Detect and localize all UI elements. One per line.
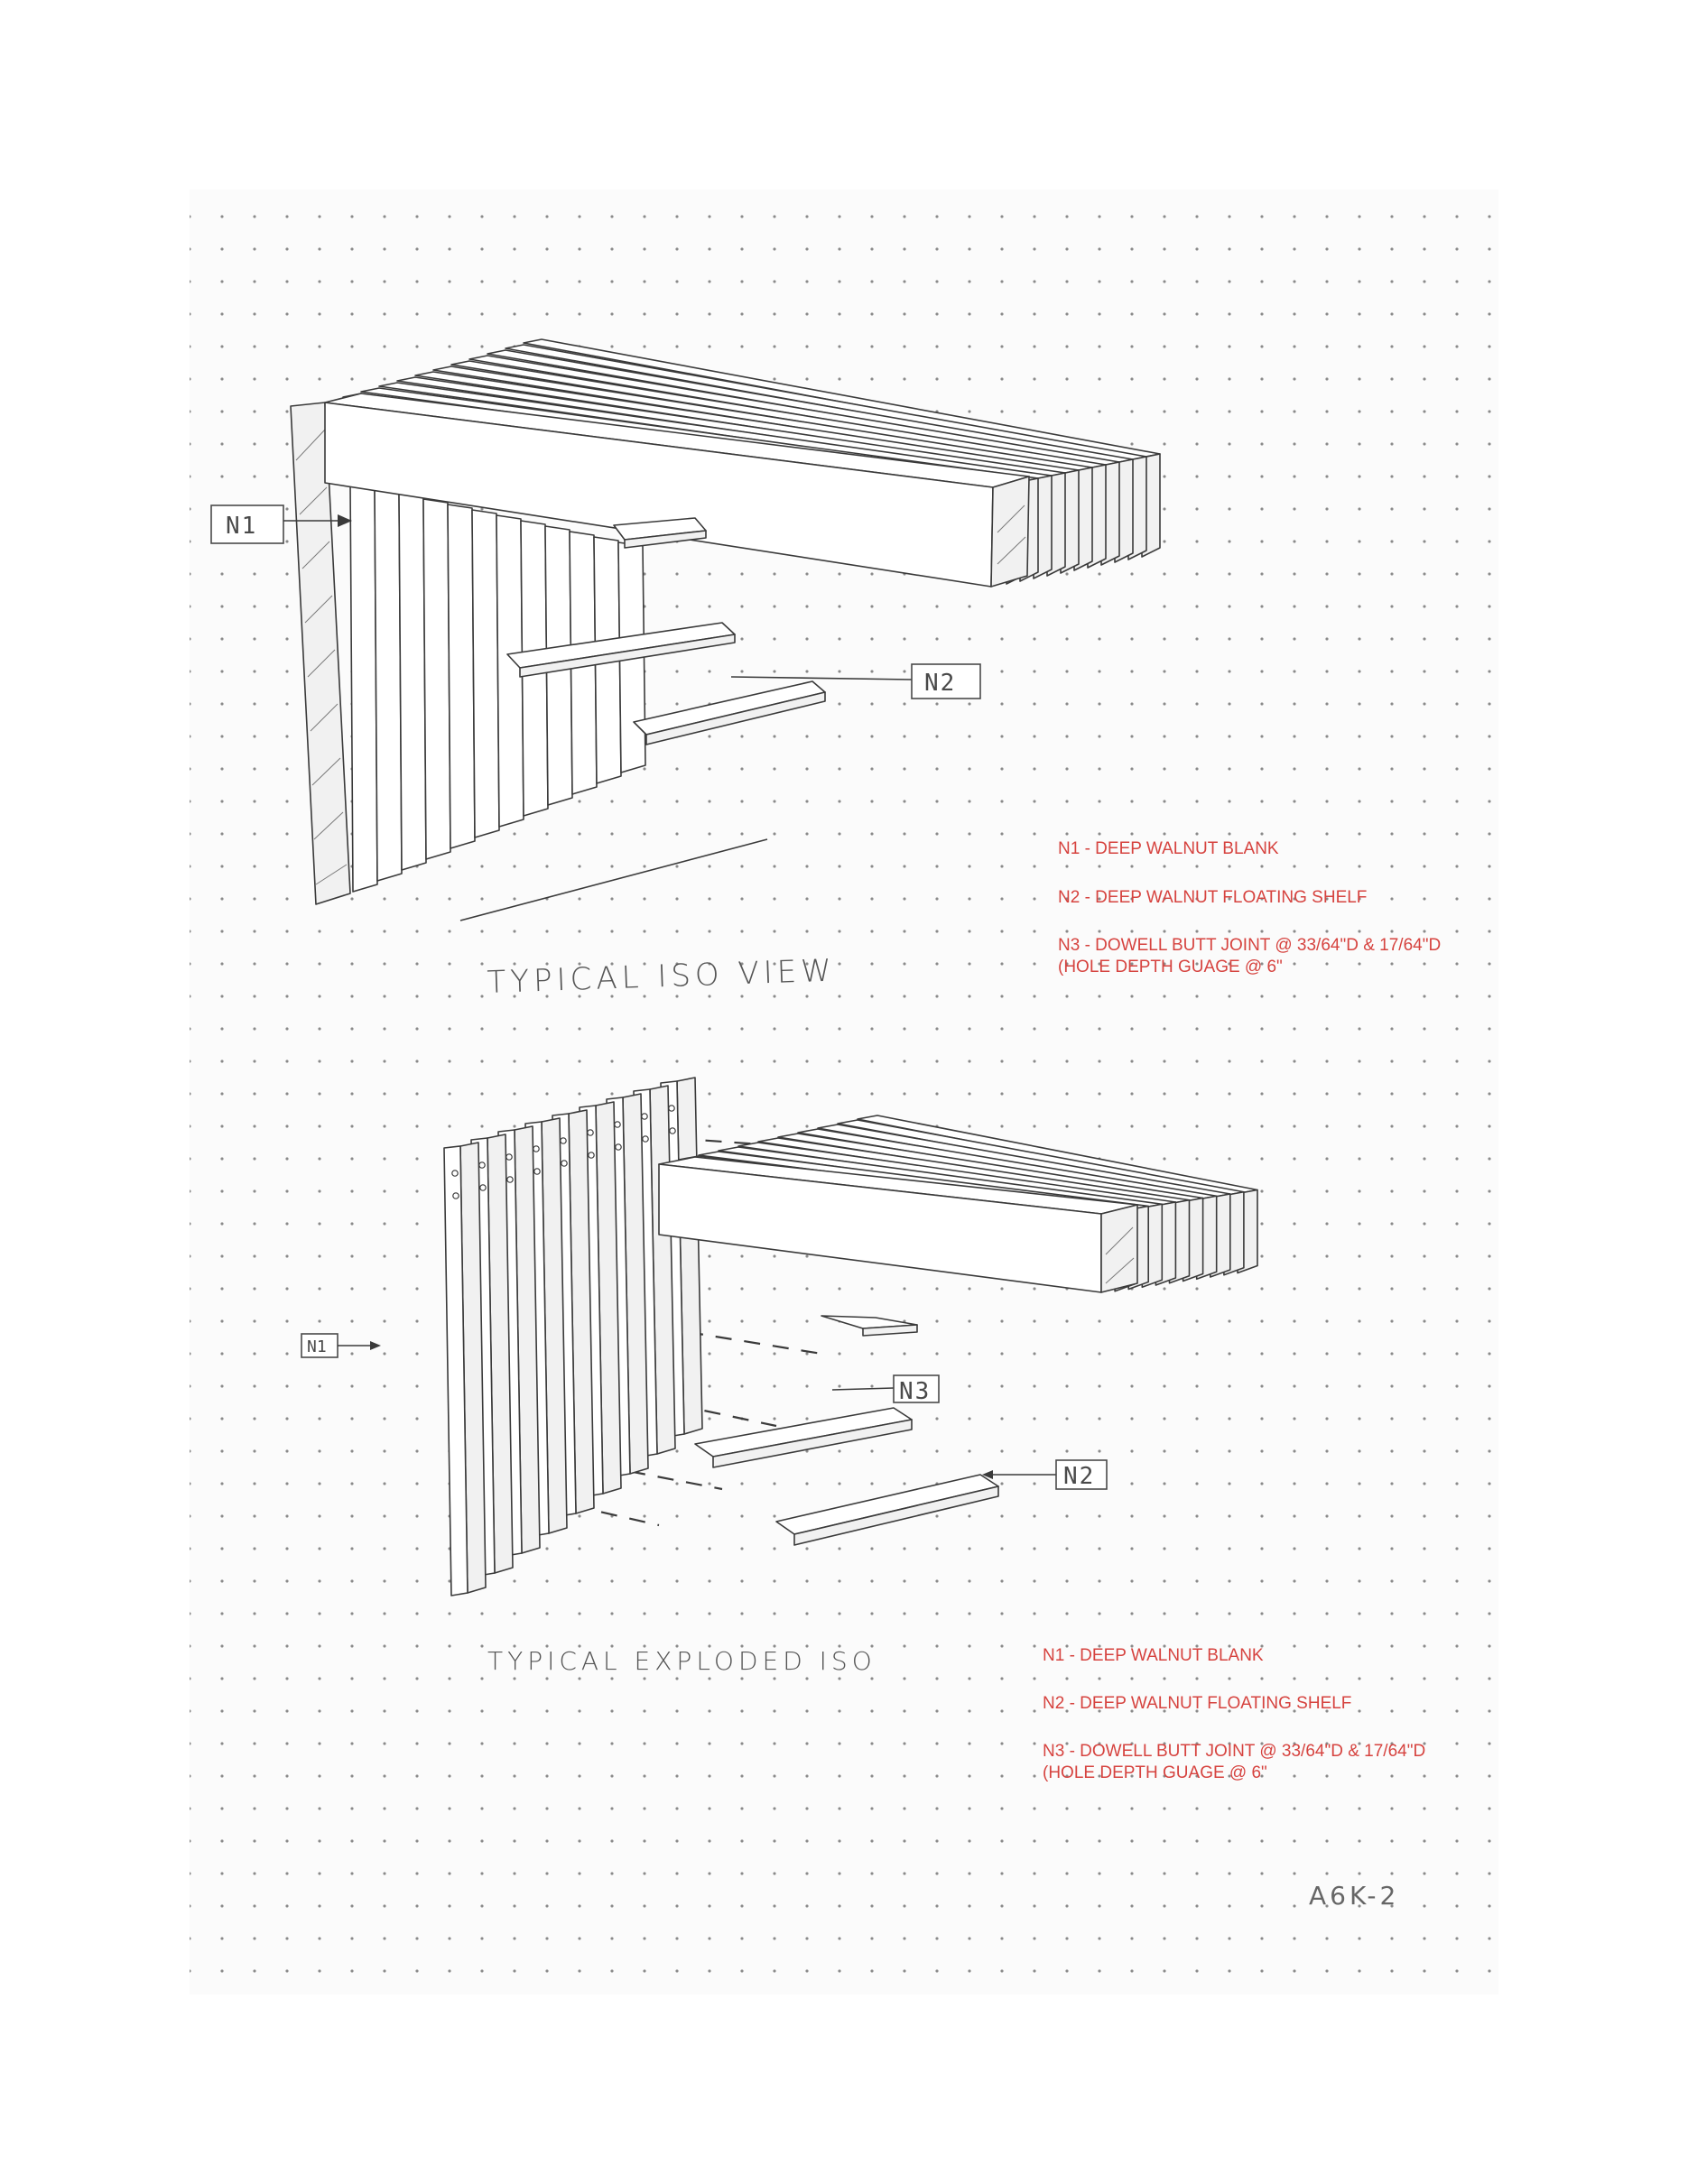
iso-view bbox=[211, 339, 1441, 1001]
note-n3: N3 - DOWELL BUTT JOINT @ 33/64"D & 17/64"D bbox=[1043, 1742, 1426, 1761]
panel-slat bbox=[423, 499, 450, 859]
dowel-hole bbox=[669, 1106, 674, 1111]
dowel-hole bbox=[589, 1152, 594, 1158]
sketch-canvas bbox=[190, 190, 1498, 1994]
ground-line bbox=[460, 839, 767, 921]
dowel-hole bbox=[507, 1177, 513, 1182]
panel-slat bbox=[375, 488, 402, 881]
panel-slat bbox=[399, 494, 426, 870]
iso-view-caption: TYPICAL ISO VIEW bbox=[486, 952, 837, 1001]
exploded-view-caption: TYPICAL EXPLODED ISO bbox=[487, 1646, 876, 1676]
dowel-hole bbox=[643, 1136, 648, 1142]
svg-text:N2: N2 bbox=[924, 670, 957, 697]
dowel-hole bbox=[533, 1146, 539, 1152]
note-n3-cont: (HOLE DEPTH GUAGE @ 6" bbox=[1058, 958, 1283, 976]
panel-slat bbox=[350, 483, 377, 892]
note-n3-cont: (HOLE DEPTH GUAGE @ 6" bbox=[1043, 1763, 1267, 1782]
tag-n1-exploded bbox=[301, 1334, 381, 1357]
dowel-hole bbox=[642, 1114, 647, 1119]
exploded-shelves bbox=[695, 1316, 998, 1545]
dowel-hole bbox=[452, 1171, 458, 1176]
dowel-hole bbox=[588, 1130, 593, 1135]
panel-slat bbox=[472, 510, 499, 838]
panel-slat bbox=[448, 504, 475, 848]
note-n2: N2 - DEEP WALNUT FLOATING SHELF bbox=[1058, 888, 1368, 907]
exploded-iso-view bbox=[301, 1078, 1425, 1782]
svg-text:N2: N2 bbox=[1063, 1463, 1096, 1490]
svg-text:N1: N1 bbox=[307, 1337, 327, 1356]
dowel-hole bbox=[670, 1128, 675, 1134]
note-n1: N1 - DEEP WALNUT BLANK bbox=[1058, 839, 1279, 858]
dowel-hole bbox=[561, 1161, 567, 1166]
tag-n2-exploded bbox=[982, 1460, 1107, 1490]
note-n2: N2 - DEEP WALNUT FLOATING SHELF bbox=[1043, 1694, 1352, 1713]
dowel-hole bbox=[561, 1138, 566, 1143]
sheet-id: A6K-2 bbox=[1309, 1881, 1400, 1911]
dot-grid-sheet bbox=[190, 190, 1498, 1994]
dowel-hole bbox=[534, 1169, 540, 1174]
dowel-hole bbox=[616, 1144, 621, 1150]
dowel-hole bbox=[506, 1154, 512, 1160]
dowel-hole bbox=[479, 1162, 485, 1168]
exploded-view-notes bbox=[1043, 1646, 1425, 1782]
dowel-hole bbox=[615, 1122, 620, 1127]
tag-n3-exploded bbox=[832, 1375, 939, 1405]
iso-view-notes bbox=[1058, 839, 1441, 976]
svg-text:N3: N3 bbox=[899, 1378, 932, 1405]
note-n3: N3 - DOWELL BUTT JOINT @ 33/64"D & 17/64"D bbox=[1058, 936, 1442, 955]
dowel-hole bbox=[453, 1193, 459, 1198]
note-n1: N1 - DEEP WALNUT BLANK bbox=[1043, 1646, 1264, 1665]
dowel-hole bbox=[480, 1185, 486, 1190]
exploded-vertical-slats bbox=[444, 1078, 702, 1596]
vertical-panel-slats bbox=[350, 483, 645, 892]
svg-text:N1: N1 bbox=[226, 513, 258, 540]
